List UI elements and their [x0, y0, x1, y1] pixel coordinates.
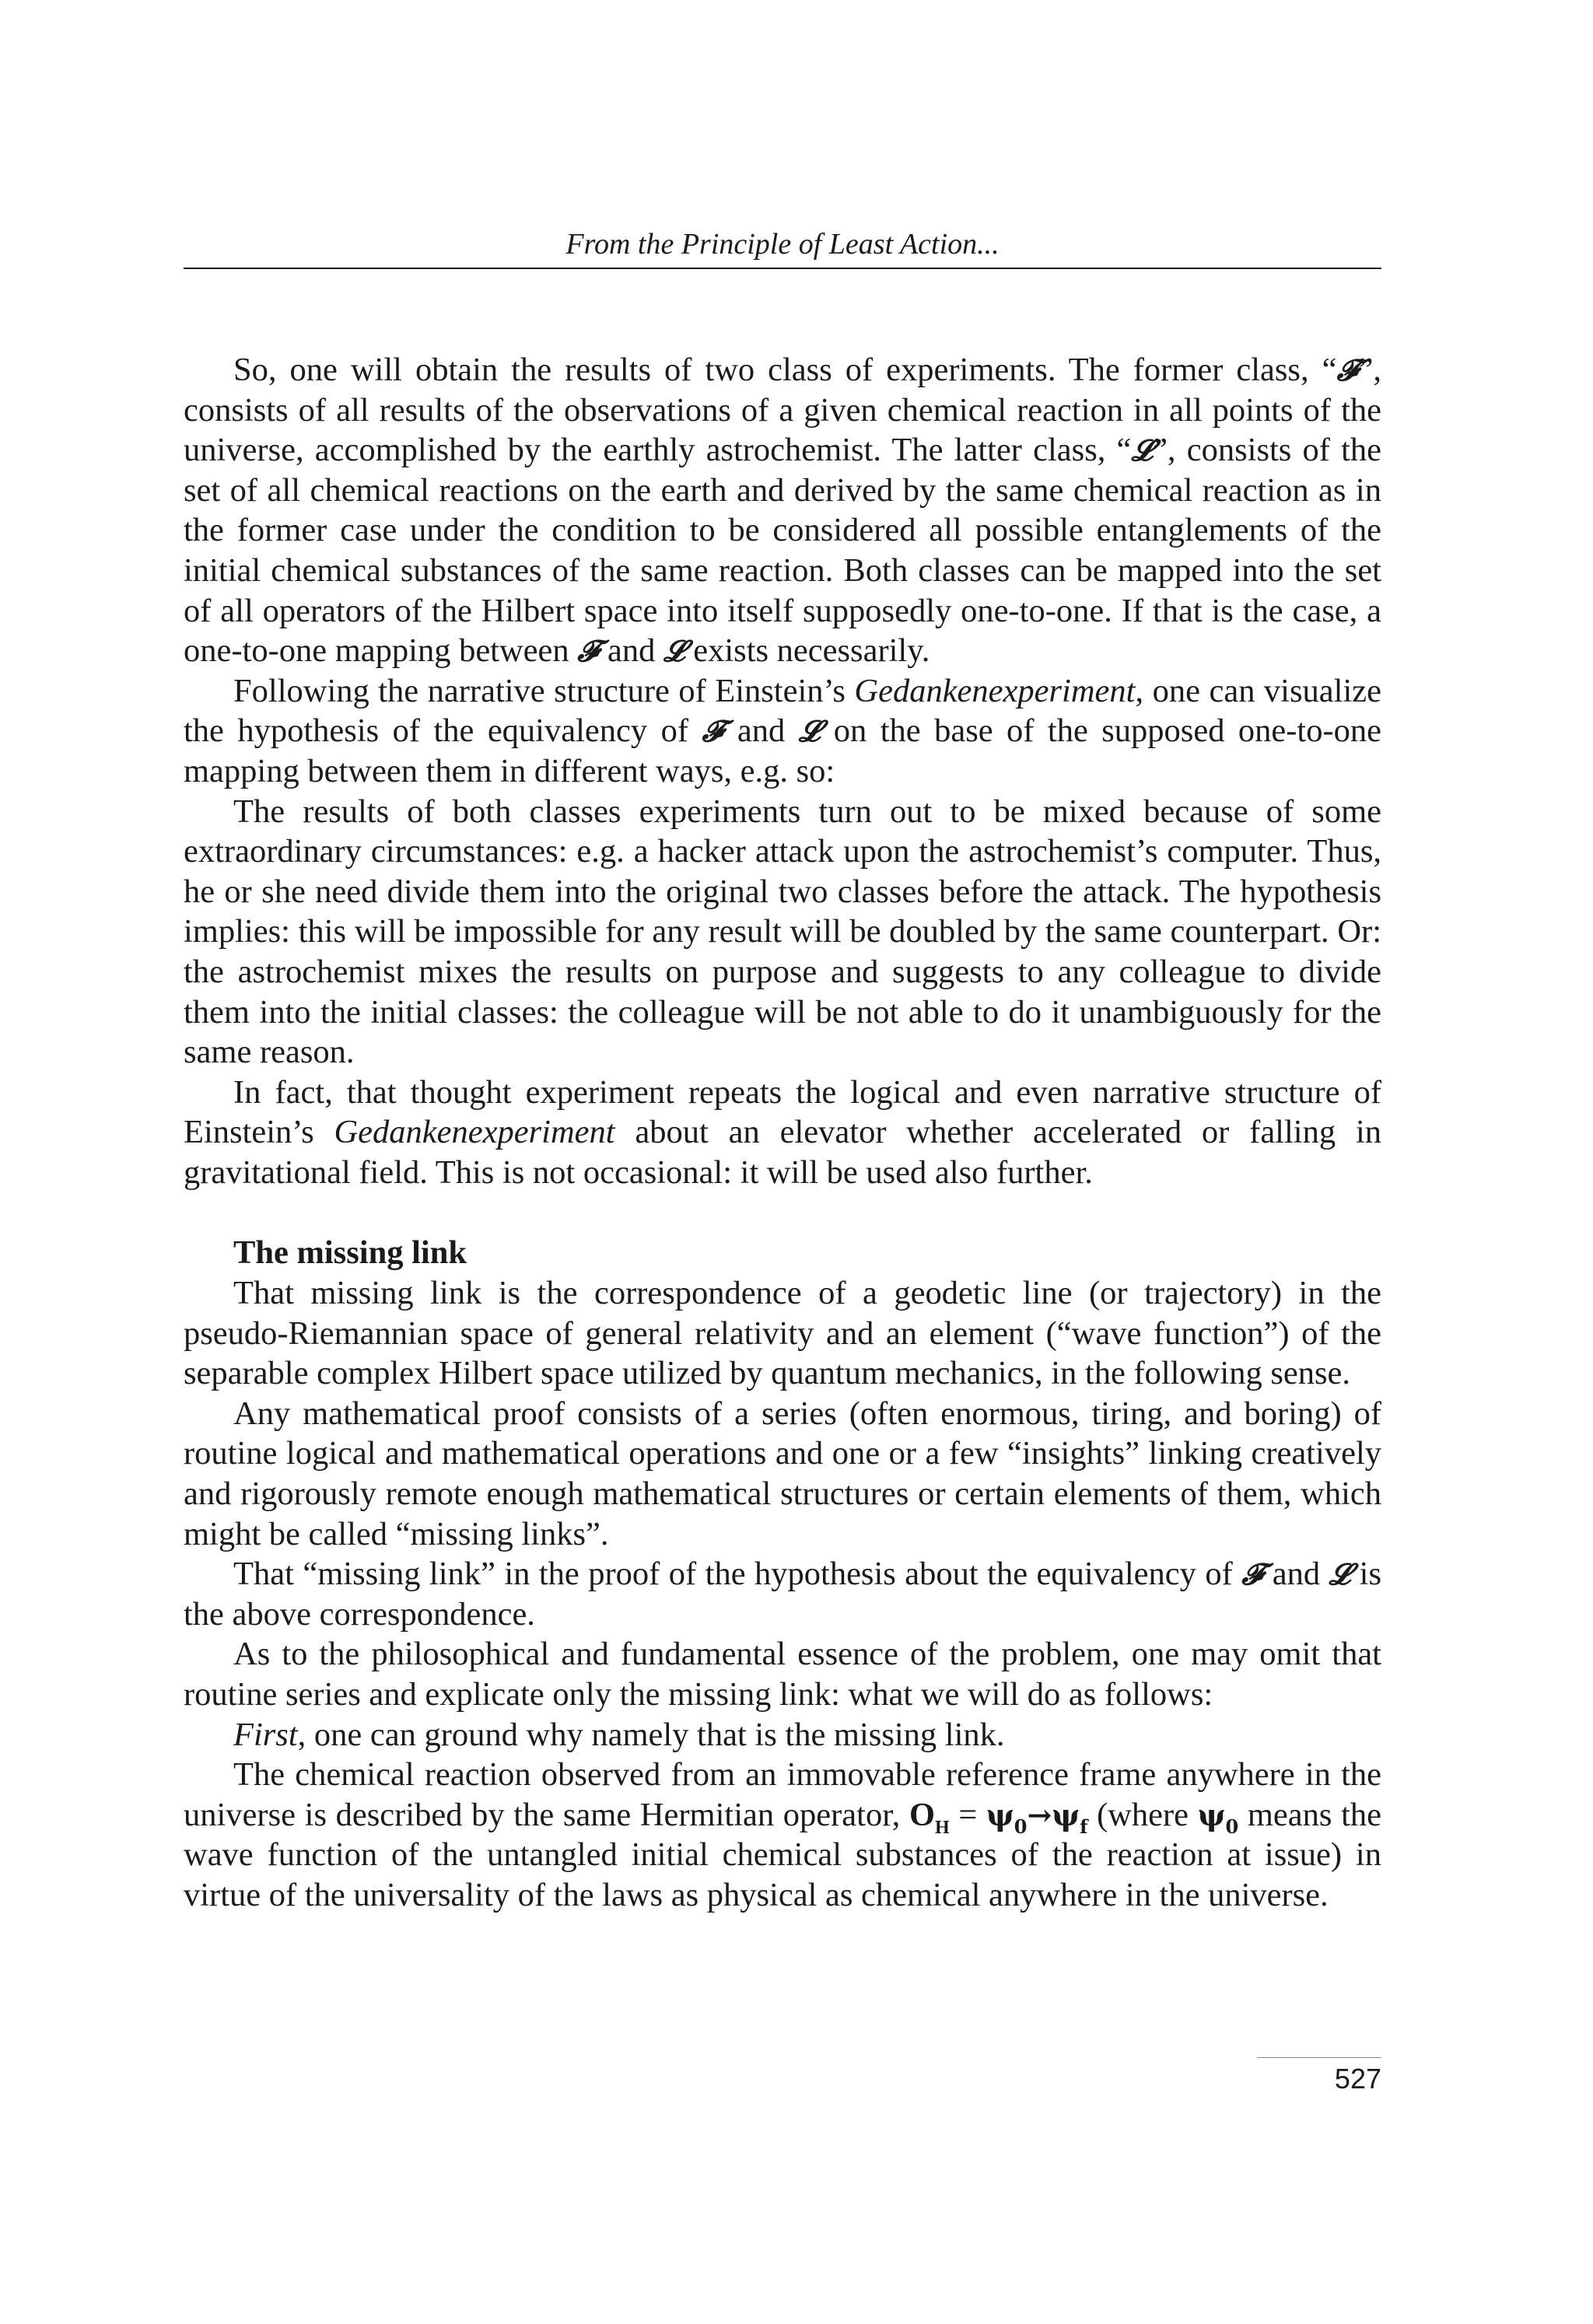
- emphasis: Gedankenexperiment: [334, 1114, 615, 1151]
- header-rule: [184, 268, 1381, 269]
- page-number: 527: [1334, 2063, 1381, 2095]
- page: [184, 0, 1381, 2324]
- paragraph-4: [184, 1073, 1381, 1193]
- text-run: and: [599, 632, 663, 670]
- operator-subscript: H: [935, 1817, 950, 1838]
- paragraph-9: [184, 1715, 1381, 1755]
- text-run: ”, consists of all results of the observations of a given chemical reaction in all points of the universe, accomplished by the earthly astrochemist. The latter class, “: [184, 352, 1381, 469]
- text-run: about an elevator whether accelerated or falling in gravitational field. This is not occasional: it will be used also further.: [184, 1114, 1381, 1191]
- psi-final: [1052, 1797, 1088, 1838]
- text-run: exists necessarily.: [684, 632, 930, 670]
- symbol-f: 𝓕: [577, 633, 600, 669]
- psi-initial: [986, 1797, 1028, 1838]
- body-text: [184, 350, 1381, 1916]
- paragraph-3: The results of both classes experiments turn out to be mixed because of some extraordinary circumstances: e.g. a hacker attack upon the astrochemist’s computer. Thus, he or she need divide them into the original two classes before the attack. The hypothesis implies: this will be impossible for any result will be doubled by the same counterpart. Or: the astrochemist mixes the results on purpose and suggests to any colleague to divide them into the initial classes: the colleague will be not able to do it unambiguously for the same reason.: [184, 793, 1381, 1071]
- text-run: is the above correspondence.: [184, 1556, 1381, 1633]
- paragraph-5: That missing link is the correspondence of a geodetic line (or trajectory) in the pseudo-Riemannian space of general relativity and an element (“wave function”) of the separable complex Hilbert space utilized by quantum mechanics, in the following sense.: [184, 1275, 1381, 1392]
- paragraph-6: Any mathematical proof consists of a series (often enormous, tiring, and boring) of routine logical and mathematical operations and one or a few “insights” linking creatively and rigorously remote enough mathematical structures or certain elements of them, which might be called “missing links”.: [184, 1395, 1381, 1552]
- symbol-l: 𝓛: [663, 633, 685, 669]
- psi-subscript: 0: [1014, 1815, 1028, 1838]
- paragraph-8: As to the philosophical and fundamental essence of the problem, one may omit that routine series and explicate only the missing link: what we will do as follows:: [184, 1636, 1381, 1713]
- paragraph-2: [184, 671, 1381, 792]
- hermitian-operator: [909, 1796, 950, 1838]
- symbol-f: 𝓕: [702, 713, 724, 749]
- text-run: Following the narrative structure of Einstein’s: [233, 672, 855, 709]
- equals-sign: =: [949, 1796, 986, 1833]
- psi-subscript: f: [1080, 1815, 1088, 1838]
- running-header: From the Principle of Least Action...: [565, 228, 1000, 261]
- symbol-f: 𝓕: [1241, 1556, 1264, 1592]
- text-run: , one can visualize the hypothesis of the equivalency of: [184, 672, 1381, 750]
- symbol-l: 𝓛: [798, 713, 821, 749]
- text-run: That “missing link” in the proof of the hypothesis about the equivalency of: [233, 1556, 1242, 1593]
- text-run: In fact, that thought experiment repeats the logical and even narrative structure of Einstein’s: [184, 1073, 1381, 1151]
- operator-letter: O: [909, 1796, 936, 1833]
- text-run: The chemical reaction observed from an immovable reference frame anywhere in the universe is described by the same Hermitian operator,: [184, 1756, 1381, 1833]
- text-run: means the wave function of the untangled initial chemical substances of the reaction at issue) in virtue of the universality of the laws as physical as chemical anywhere in the universe.: [184, 1796, 1382, 1913]
- text-run: and: [723, 712, 799, 750]
- symbol-f: 𝓕: [1336, 352, 1359, 387]
- psi-letter: ψ: [986, 1797, 1014, 1832]
- section-heading: The missing link: [233, 1234, 467, 1272]
- text-run: ”, consists of the set of all chemical reactions on the earth and derived by the same chemical reaction as in the former case under the condition to be considered all possible entanglements of the initial chemical substances of the same reaction. Both classes can be mapped into the set of all operators of the Hilbert space into itself supposedly one-to-one. If that is the case, a one-to-one mapping between: [184, 432, 1381, 670]
- footer-rule: [1257, 2057, 1381, 2058]
- psi-subscript: 0: [1225, 1815, 1239, 1838]
- emphasis: Gedankenexperiment: [854, 672, 1136, 709]
- text-run: on the base of the supposed one-to-one mapping between them in different ways, e.g. so:: [184, 712, 1381, 789]
- psi-letter: ψ: [1052, 1797, 1080, 1832]
- text-run: and: [1263, 1556, 1329, 1593]
- paragraph-7: [184, 1554, 1381, 1634]
- symbol-l: 𝓛: [1329, 1556, 1351, 1592]
- paragraph-10: [184, 1755, 1381, 1915]
- psi-letter: ψ: [1197, 1797, 1226, 1832]
- text-run: (where: [1087, 1796, 1198, 1833]
- section-gap: [184, 1192, 1381, 1233]
- psi-initial: [1197, 1797, 1239, 1838]
- text-run: So, one will obtain the results of two class of experiments. The former class, “: [233, 352, 1337, 388]
- text-run: , one can ground why namely that is the missing link.: [297, 1716, 1005, 1753]
- arrow-symbol: →: [1027, 1797, 1052, 1832]
- symbol-l: 𝓛: [1131, 432, 1154, 468]
- emphasis: First: [233, 1716, 298, 1753]
- paragraph-1: [184, 350, 1381, 671]
